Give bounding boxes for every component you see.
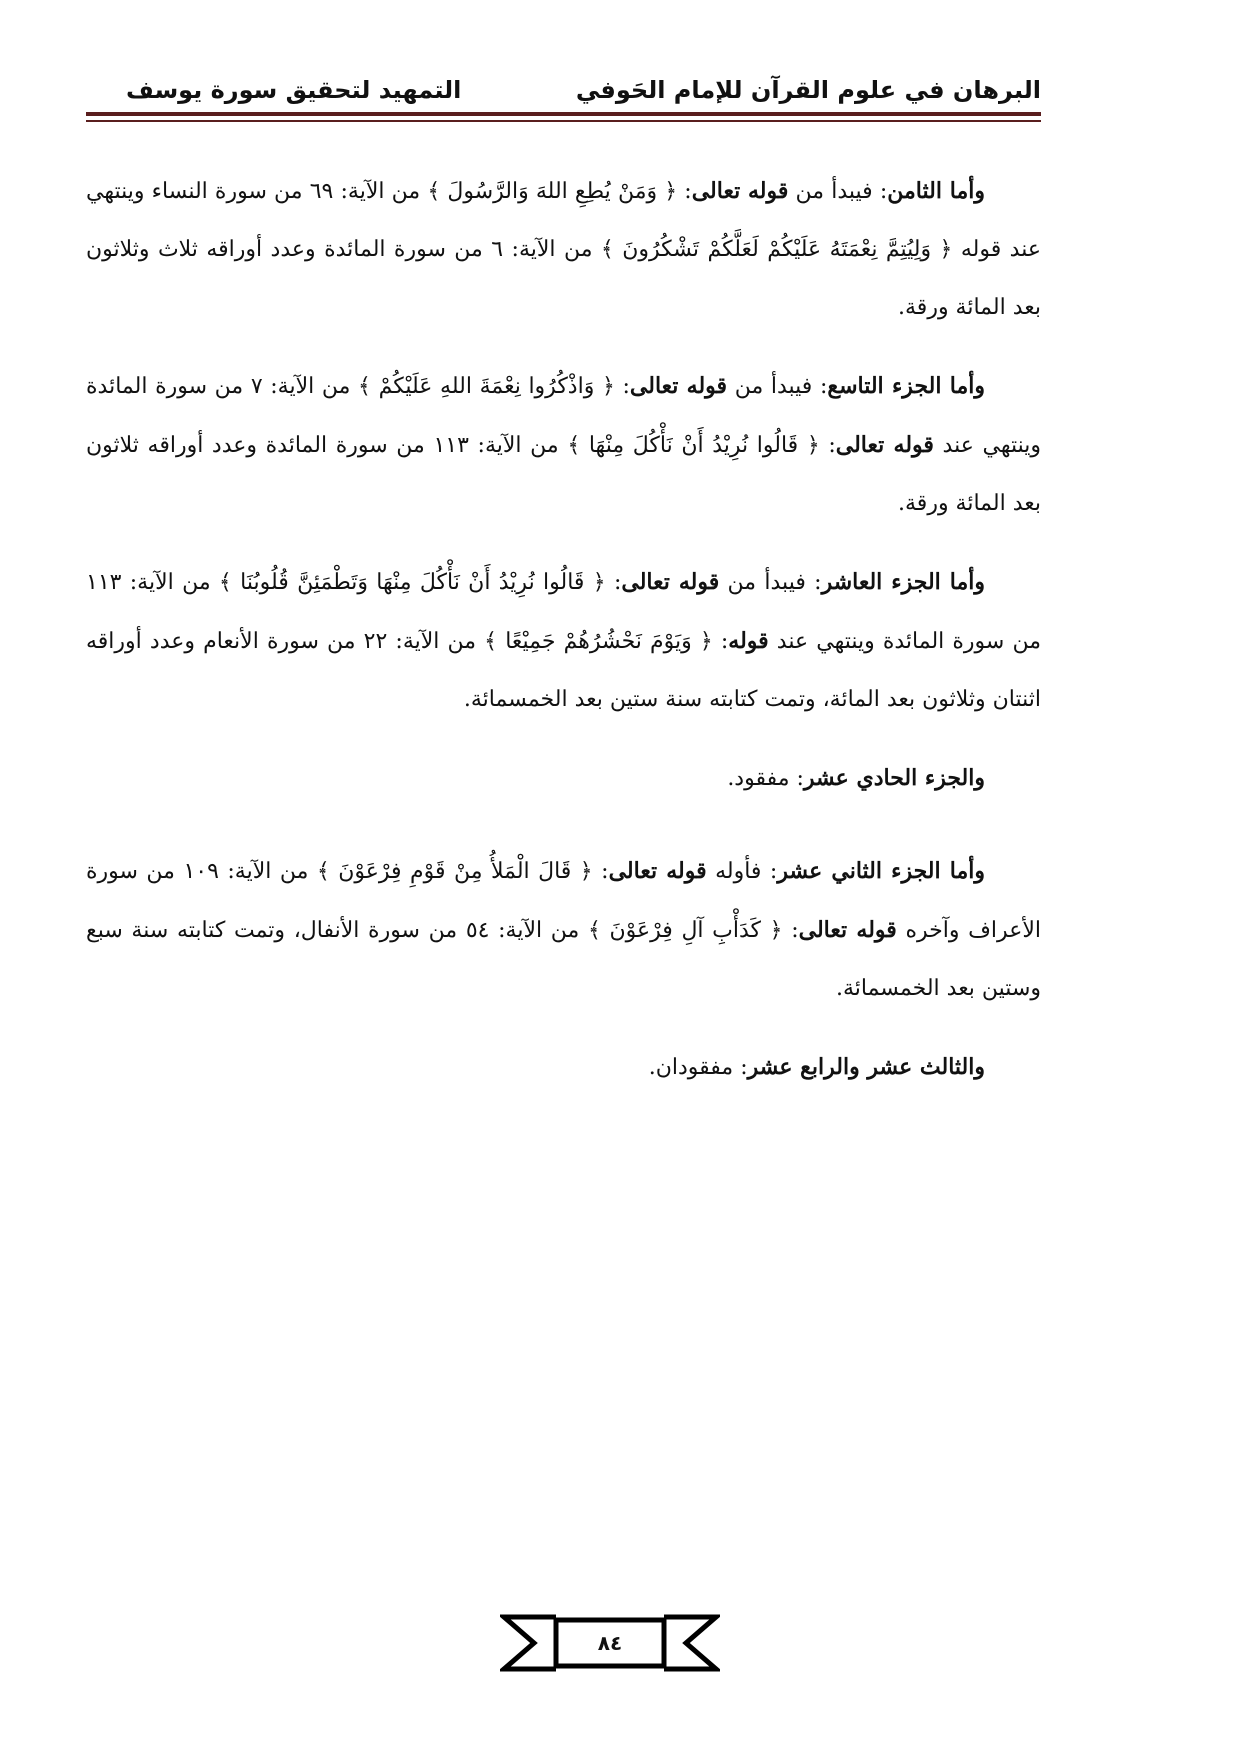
paragraph-text: : ﴿ قَالُوا نُرِيْدُ أَنْ نَأْكُلَ مِنْهَا ﴾ من الآية: ١١٣ من سورة المائدة وعدد أوراقه ثلاثون بعد المائة ورقة. [86, 433, 1041, 516]
paragraph-text: : فأوله [706, 859, 778, 884]
paragraph-thirteenth-fourteenth-parts [86, 1038, 1041, 1097]
paragraph-text: : فيبدأ من [788, 179, 888, 204]
paragraph-text: : فيبدأ من [719, 570, 822, 595]
paragraph-keyword: قوله تعالى [835, 432, 934, 458]
page-body [86, 162, 1041, 1131]
header-rule-thin [86, 120, 1041, 122]
paragraph-keyword: قوله تعالى [691, 178, 789, 204]
page-number: ٨٤ [597, 1631, 623, 1655]
paragraph-lead: والثالث عشر والرابع عشر [747, 1054, 985, 1080]
paragraph-keyword: قوله تعالى [608, 858, 707, 884]
paragraph-text: : ﴿ وَيَوْمَ نَحْشُرُهُمْ جَمِيْعًا ﴾ من الآية: ٢٢ من سورة الأنعام وعدد أوراقه اثنتان وثلاثون بعد المائة، وتمت كتابته سنة ستين بعد الخمسمائة. [86, 629, 1041, 712]
page-header [86, 72, 1041, 112]
paragraph-tenth-part [86, 553, 1041, 729]
paragraph-keyword: قوله تعالى [798, 917, 897, 943]
paragraph-eighth-part [86, 162, 1041, 337]
chapter-title: التمهيد لتحقيق سورة يوسف [126, 76, 462, 104]
paragraph-keyword: قوله [728, 628, 769, 654]
paragraph-lead: وأما الجزء التاسع [827, 373, 985, 399]
paragraph-text: : ﴿ قَالَ الْمَلأُ مِنْ قَوْمِ فِرْعَوْنَ ﴾ من الآية: ١٠٩ من سورة الأعراف وآخره [86, 859, 1041, 943]
paragraph-ninth-part [86, 357, 1041, 533]
paragraph-twelfth-part [86, 842, 1041, 1018]
paragraph-text: : مفقودان. [648, 1055, 748, 1080]
paragraph-lead: والجزء الحادي عشر [803, 765, 985, 791]
header-rule-thick [86, 112, 1041, 116]
paragraph-keyword: قوله تعالى [621, 569, 720, 595]
paragraph-eleventh-part [86, 749, 1041, 808]
paragraph-text: : ﴿ قَالُوا نُرِيْدُ أَنْ نَأْكُلَ مِنْهَا وَتَطْمَئِنَّ قُلُوبُنَا ﴾ من الآية: ١١٣ من سورة المائدة وينتهي عند [86, 570, 1042, 654]
paragraph-lead: وأما الجزء الثاني عشر [777, 858, 985, 884]
paragraph-lead: وأما الجزء العاشر [821, 569, 985, 595]
book-title: البرهان في علوم القرآن للإمام الحَوفي [575, 76, 1041, 104]
paragraph-text: : ﴿ كَدَأْبِ آلِ فِرْعَوْنَ ﴾ من الآية: ٥٤ من سورة الأنفال، وتمت كتابته سنة سبع وستين بعد الخمسمائة. [86, 918, 1041, 1001]
paragraph-text: : ﴿ وَمَنْ يُطِعِ اللهَ وَالرَّسُولَ ﴾ من الآية: ٦٩ من سورة النساء وينتهي عند قوله ﴿ وَلِيُتِمَّ نِعْمَتَهُ عَلَيْكُمْ لَعَلَّكُمْ تَشْكُرُونَ ﴾ من الآية: ٦ من سورة المائدة وعدد أوراقه ثلاث وثلاثون بعد المائة ورقة. [86, 179, 1041, 320]
paragraph-text: : مفقود. [727, 766, 804, 791]
paragraph-text: : ﴿ وَاذْكُرُوا نِعْمَةَ اللهِ عَلَيْكُمْ ﴾ من الآية: ٧ من سورة المائدة وينتهي عند [86, 374, 1041, 458]
paragraph-lead: وأما الثامن [887, 178, 985, 204]
paragraph-keyword: قوله تعالى [629, 373, 728, 399]
paragraph-text: : فيبدأ من [727, 374, 828, 399]
